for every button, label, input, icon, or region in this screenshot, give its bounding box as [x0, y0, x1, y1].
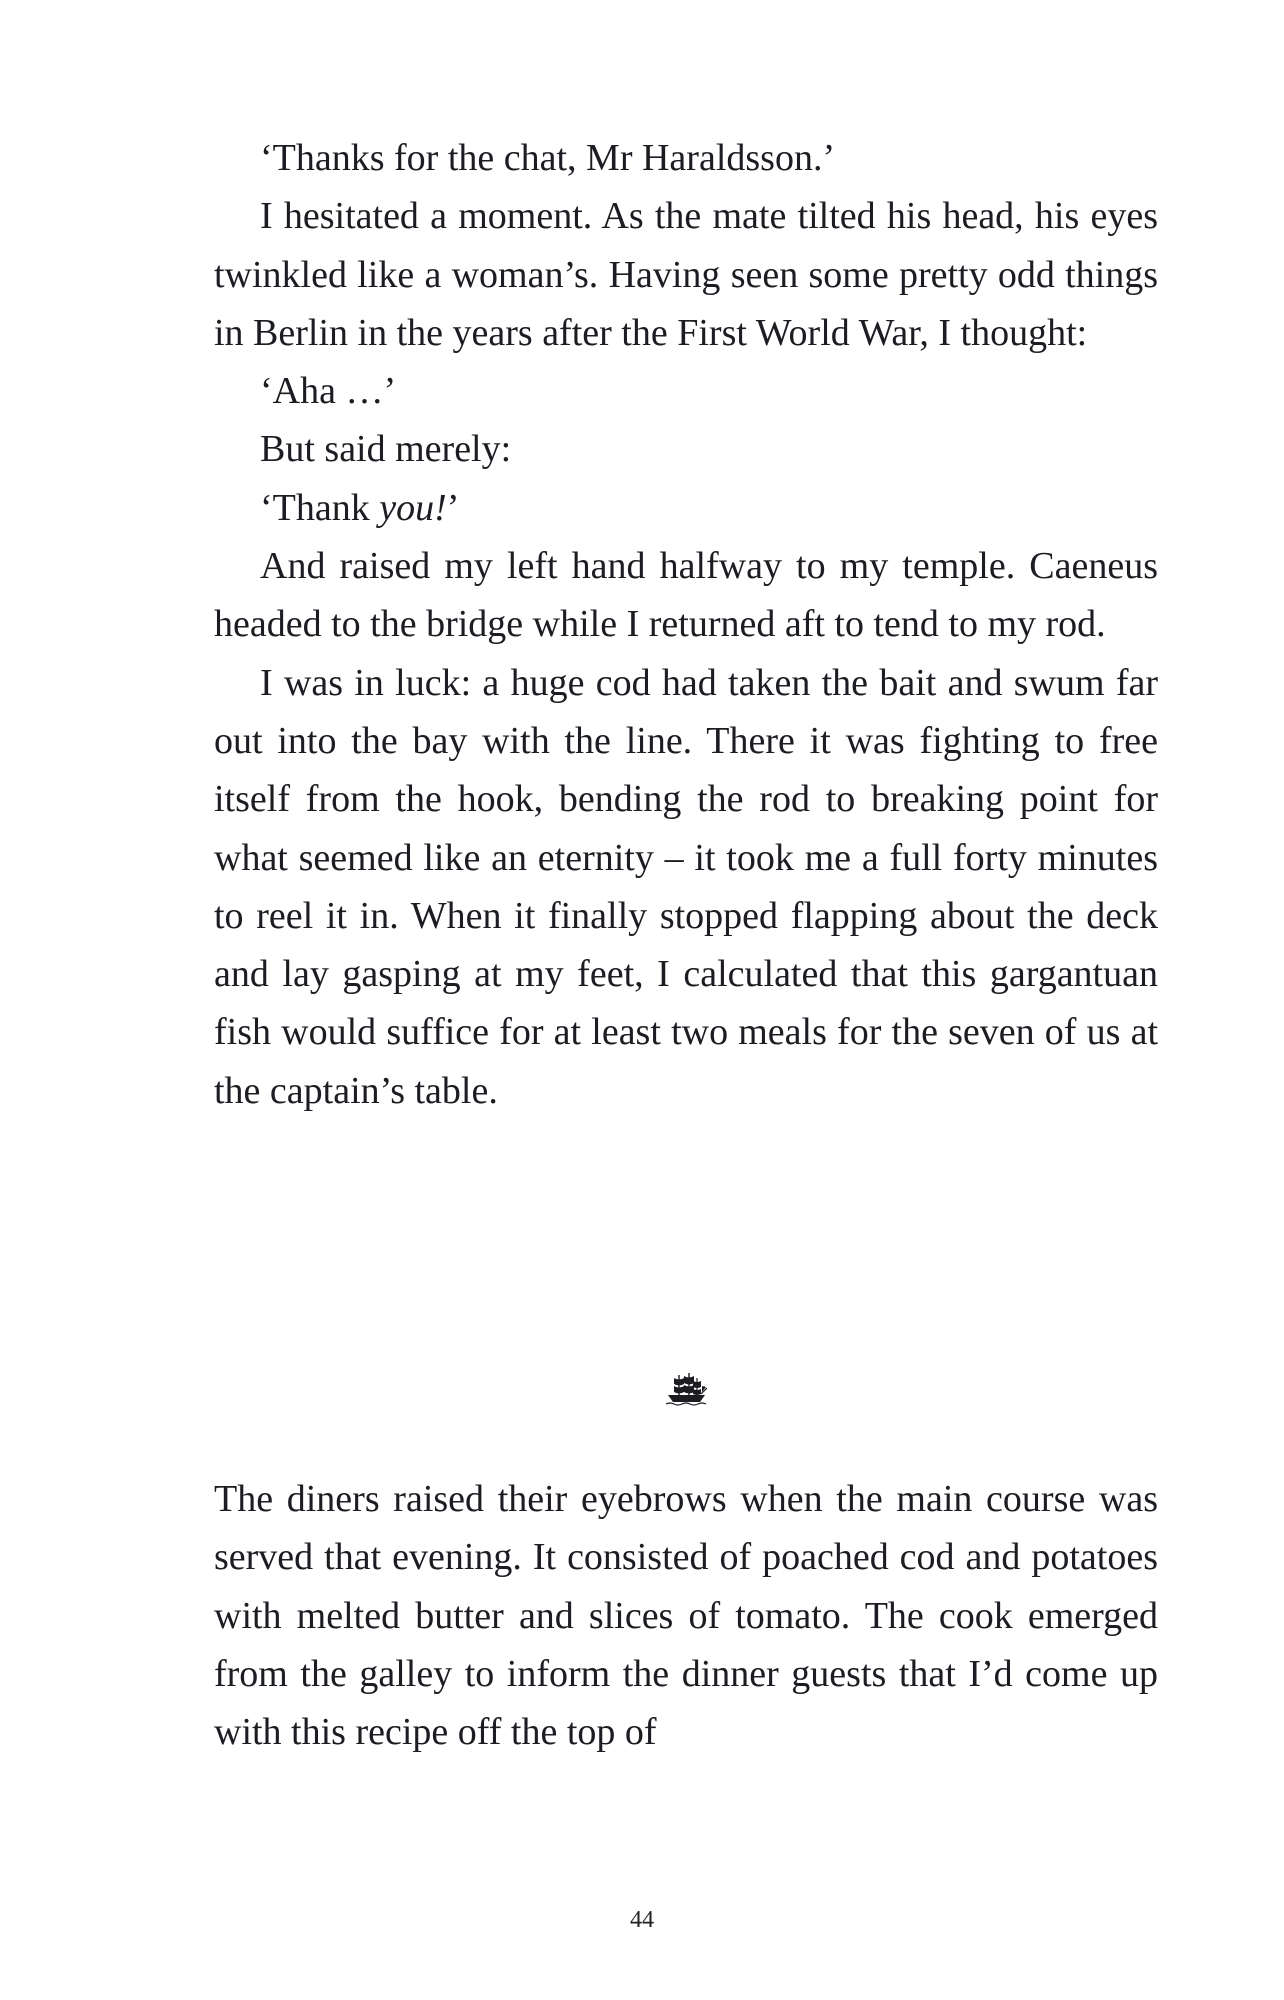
page-number: 44	[630, 1907, 654, 1933]
thank-you-emphasis: you!	[379, 486, 447, 529]
text-section-bottom	[214, 1470, 1158, 1761]
paragraph: I hesitated a moment. As the mate tilted his head, his eyes twinkled like a woman’s. Having seen some pretty odd things in Berlin in the years after the First World War, I thought:	[214, 195, 1158, 354]
sailing-ship-icon	[665, 1372, 707, 1406]
paragraph: The diners raised their eyebrows when the main course was served that evening. It consisted of poached cod and potatoes with melted butter and slices of tomato. The cook emerged from the galley to inform the dinner guests that I’d come up with this recipe off the top of	[214, 1478, 1158, 1754]
paragraph: But said merely:	[260, 428, 512, 471]
paragraph-thank-you	[214, 479, 1158, 537]
paragraph: ‘Thanks for the chat, Mr Haraldsson.’	[260, 137, 836, 179]
thank-you-close: ’	[446, 486, 460, 529]
paragraph: And raised my left hand halfway to my temple. Caeneus headed to the bridge while I returned aft to tend to my rod.	[214, 545, 1158, 646]
thank-you-open: ‘Thank	[260, 486, 380, 529]
paragraph: I was in luck: a huge cod had taken the bait and swum far out into the bay with the line. There it was fighting to free itself from the hook, bending the rod to breaking point for what seemed like an eternity – it took me a full forty minutes to reel it in. When it finally stopped flapping about the deck and lay gasping at my feet, I calculated that this gargantuan fish would suffice for at least two meals for the seven of us at the captain’s table.	[214, 661, 1158, 1112]
paragraph: ‘Aha …’	[260, 370, 397, 413]
text-section-top	[214, 129, 1158, 1120]
